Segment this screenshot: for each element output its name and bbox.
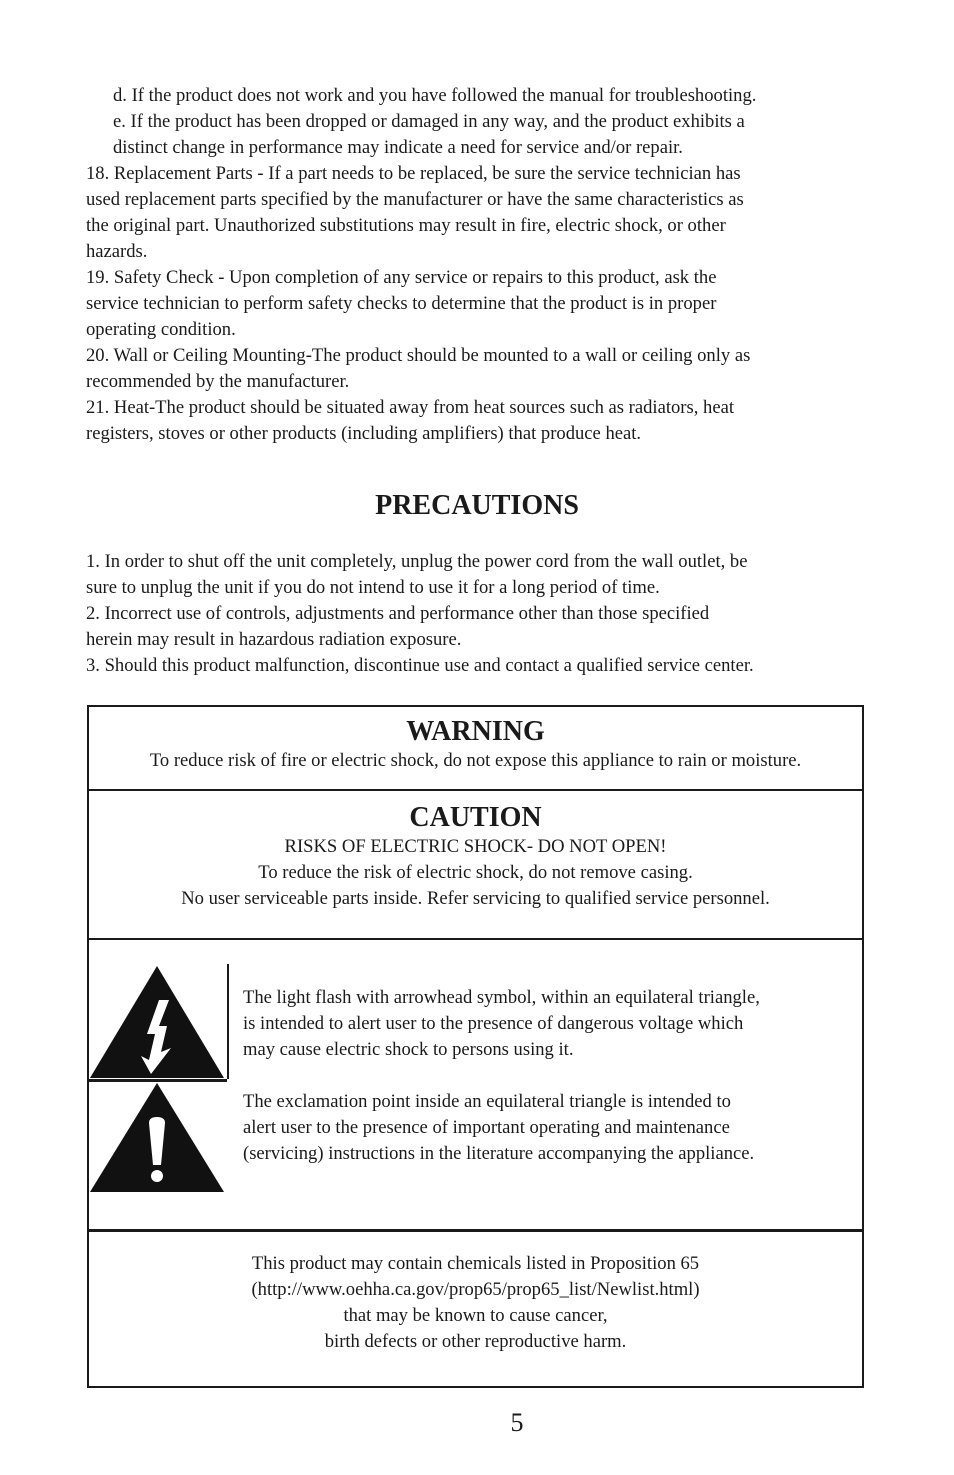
warning-text: To reduce risk of fire or electric shock, do not expose this appliance to rain or moisture. [149, 750, 802, 771]
item-20-line: recommended by the manufacturer. [86, 371, 350, 392]
item-d-line: d. If the product does not work and you have followed the manual for troubleshooting. [113, 85, 757, 106]
lightning-symbol-description [243, 985, 855, 1063]
prop65-box [87, 1229, 864, 1388]
item-18-line: hazards. [86, 241, 148, 262]
exclamation-symbol-description [243, 1089, 855, 1167]
prop65-line: that may be known to cause cancer, [343, 1305, 608, 1326]
precaution-line: herein may result in hazardous radiation exposure. [86, 629, 462, 650]
item-21-line: registers, stoves or other products (including amplifiers) that produce heat. [86, 423, 642, 444]
warning-heading: WARNING [406, 716, 545, 747]
description-line: may cause electric shock to persons using it. [243, 1039, 574, 1060]
exclamation-triangle-icon [89, 1081, 227, 1193]
caution-line: RISKS OF ELECTRIC SHOCK- DO NOT OPEN! [284, 836, 667, 857]
precaution-line: 1. In order to shut off the unit completely, unplug the power cord from the wall outlet, be [86, 551, 748, 572]
precaution-line: 2. Incorrect use of controls, adjustments and performance other than those specified [86, 603, 710, 624]
precaution-line: sure to unplug the unit if you do not intend to use it for a long period of time. [86, 577, 660, 598]
item-19-line: service technician to perform safety checks to determine that the product is in proper [86, 293, 717, 314]
description-line: alert user to the presence of important operating and maintenance [243, 1117, 730, 1138]
description-line: is intended to alert user to the presence of dangerous voltage which [243, 1013, 744, 1034]
item-e-line: e. If the product has been dropped or damaged in any way, and the product exhibits a [113, 111, 745, 132]
safety-instructions-list [86, 83, 876, 447]
precautions-heading: PRECAUTIONS [375, 490, 579, 521]
warning-box [87, 705, 864, 791]
prop65-line: birth defects or other reproductive harm. [324, 1331, 627, 1352]
item-e-line: distinct change in performance may indicate a need for service and/or repair. [113, 137, 683, 158]
description-line: The light flash with arrowhead symbol, within an equilateral triangle, [243, 987, 760, 1008]
item-19-line: 19. Safety Check - Upon completion of any service or repairs to this product, ask the [86, 267, 717, 288]
caution-line: To reduce the risk of electric shock, do not remove casing. [258, 862, 693, 883]
description-line: The exclamation point inside an equilateral triangle is intended to [243, 1091, 731, 1112]
item-18-line: 18. Replacement Parts - If a part needs to be replaced, be sure the service technician has [86, 163, 741, 184]
caution-heading: CAUTION [409, 802, 542, 833]
item-21-line: 21. Heat-The product should be situated away from heat sources such as radiators, heat [86, 397, 734, 418]
precautions-list [86, 549, 886, 679]
item-18-line: used replacement parts specified by the manufacturer or have the same characteristics as [86, 189, 744, 210]
prop65-line: (http://www.oehha.ca.gov/prop65/prop65_list/Newlist.html) [251, 1279, 700, 1300]
precaution-line: 3. Should this product malfunction, discontinue use and contact a qualified service center. [86, 655, 754, 676]
prop65-line: This product may contain chemicals listed in Proposition 65 [251, 1253, 700, 1274]
item-18-line: the original part. Unauthorized substitutions may result in fire, electric shock, or other [86, 215, 726, 236]
item-20-line: 20. Wall or Ceiling Mounting-The product should be mounted to a wall or ceiling only as [86, 345, 751, 366]
item-19-line: operating condition. [86, 319, 236, 340]
lightning-triangle-icon [89, 964, 229, 1079]
page-number: 5 [510, 1408, 524, 1437]
caution-line: No user serviceable parts inside. Refer servicing to qualified service personnel. [181, 888, 770, 909]
caution-box [87, 789, 864, 940]
symbols-box [87, 938, 864, 1232]
description-line: (servicing) instructions in the literature accompanying the appliance. [243, 1143, 755, 1164]
